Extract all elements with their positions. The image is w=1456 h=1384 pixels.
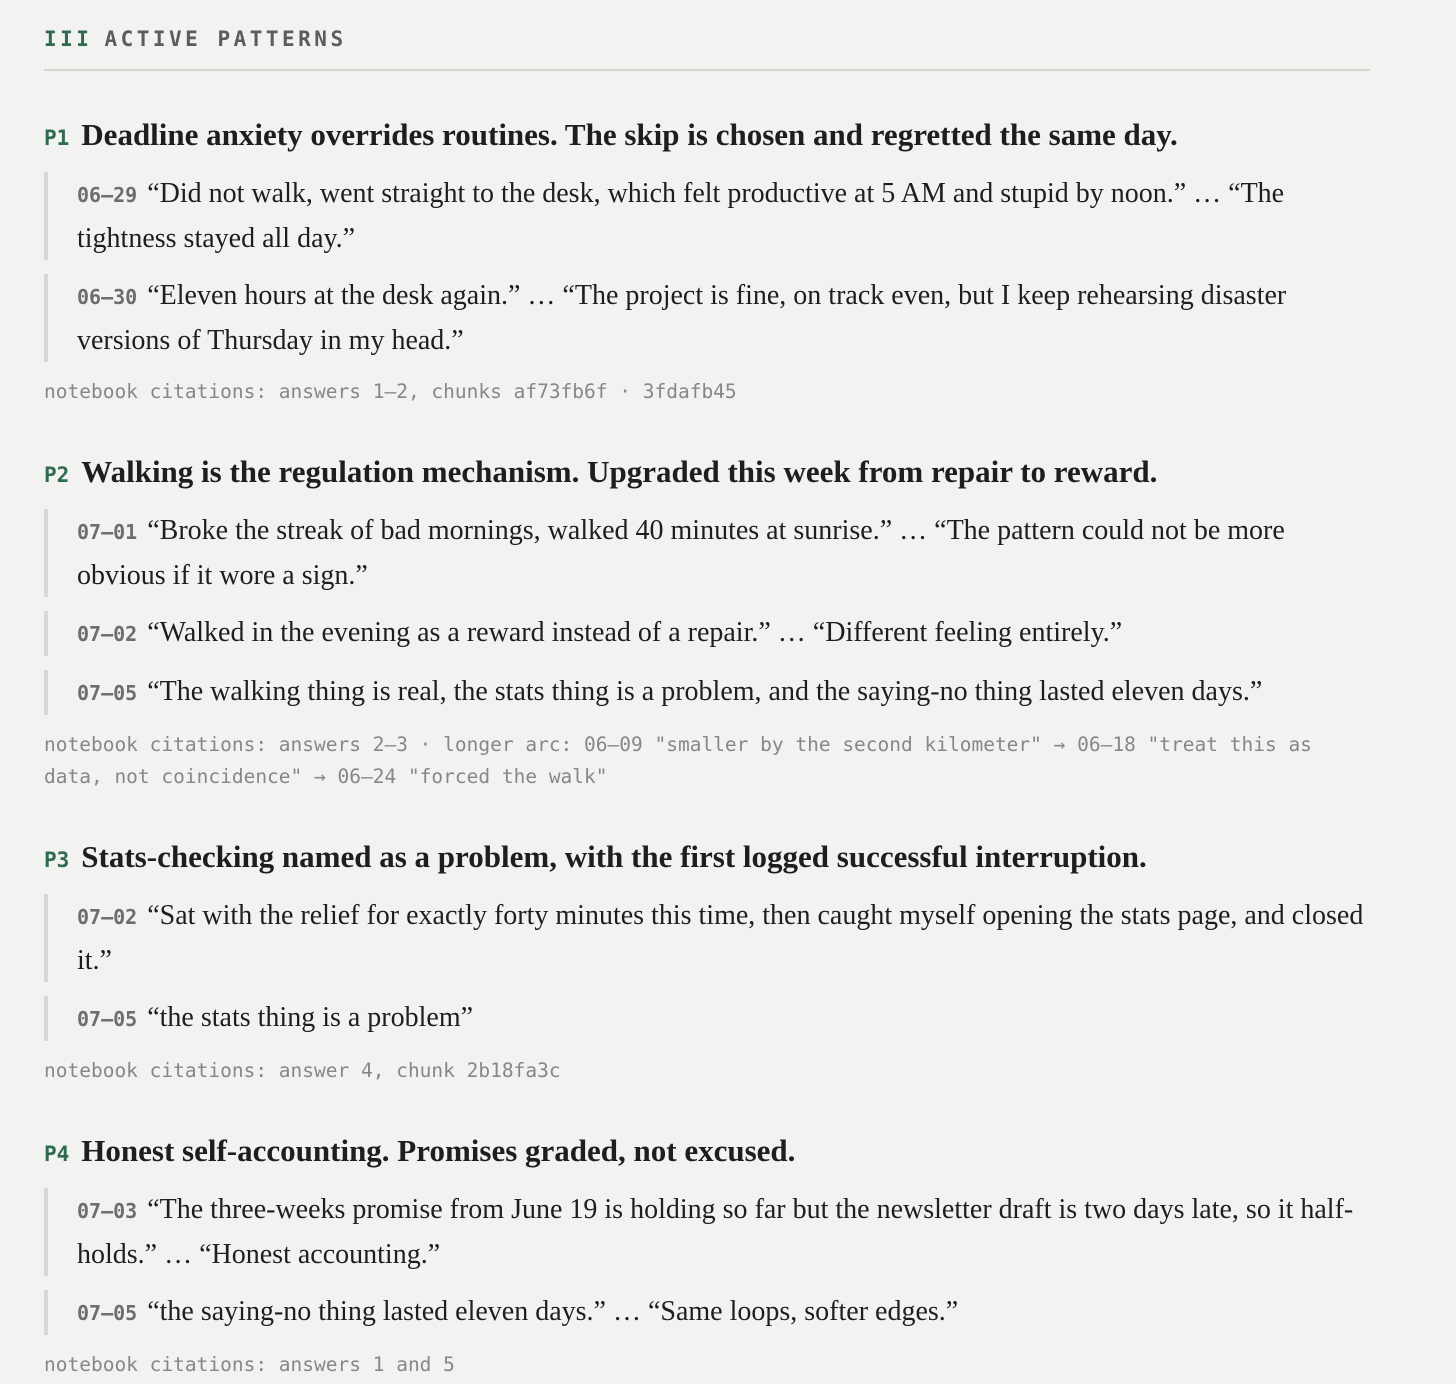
citation-note: notebook citations: answers 1 and 5 bbox=[44, 1353, 455, 1376]
quote bbox=[44, 670, 1370, 715]
pattern-p1 bbox=[44, 115, 1370, 408]
pattern-title: Honest self-accounting. Promises graded, not excused. bbox=[81, 1133, 796, 1168]
quote-text: “Sat with the relief for exactly forty minutes this time, then caught myself opening the stats page, and closed it.” bbox=[77, 900, 1364, 976]
pattern-title: Stats-checking named as a problem, with the first logged successful interruption. bbox=[81, 839, 1147, 874]
citation-note: notebook citations: answers 1–2, chunks af73fb6f · 3fdafb45 bbox=[44, 380, 737, 403]
pattern-p2 bbox=[44, 452, 1370, 793]
pattern-title: Deadline anxiety overrides routines. The skip is chosen and regretted the same day. bbox=[81, 117, 1178, 152]
quote-text: “The three-weeks promise from June 19 is holding so far but the newsletter draft is two days late, so it half-holds.” … “Honest accounting.” bbox=[77, 1194, 1354, 1270]
section-number: III bbox=[44, 27, 93, 51]
quote-text: “the saying-no thing lasted eleven days.” … “Same loops, softer edges.” bbox=[147, 1296, 959, 1327]
pattern-heading bbox=[44, 837, 1370, 880]
quote-date: 07–05 bbox=[77, 681, 138, 705]
quote-text: “Walked in the evening as a reward instead of a repair.” … “Different feeling entirely.” bbox=[147, 617, 1123, 648]
citation-note: notebook citations: answers 2–3 · longer arc: 06–09 "smaller by the second kilometer" → 06–18 "treat this as data, not coincidence" → 06–24 "forced the walk" bbox=[44, 733, 1312, 788]
section-title: ACTIVE PATTERNS bbox=[104, 27, 347, 51]
pattern-heading bbox=[44, 452, 1370, 495]
quote bbox=[44, 611, 1370, 656]
quote-date: 06–30 bbox=[77, 285, 138, 309]
quote-list bbox=[44, 894, 1370, 1041]
pattern-heading bbox=[44, 115, 1370, 158]
citation-note: notebook citations: answer 4, chunk 2b18fa3c bbox=[44, 1059, 561, 1082]
pattern-p4 bbox=[44, 1131, 1370, 1381]
quote-date: 07–05 bbox=[77, 1301, 138, 1325]
pattern-id: P4 bbox=[44, 1142, 70, 1166]
quote bbox=[44, 509, 1370, 597]
pattern-p3 bbox=[44, 837, 1370, 1087]
quote bbox=[44, 1290, 1370, 1335]
quote bbox=[44, 1188, 1370, 1276]
quote bbox=[44, 894, 1370, 982]
quote-text: “Broke the streak of bad mornings, walked 40 minutes at sunrise.” … “The pattern could not be more obvious if it wore a sign.” bbox=[77, 515, 1285, 591]
quote-date: 06–29 bbox=[77, 183, 138, 207]
quote bbox=[44, 172, 1370, 260]
quote-date: 07–01 bbox=[77, 520, 138, 544]
quote-list bbox=[44, 172, 1370, 362]
quote-list bbox=[44, 1188, 1370, 1335]
quote-text: “Eleven hours at the desk again.” … “The project is fine, on track even, but I keep rehearsing disaster versions of Thursday in my head.” bbox=[77, 280, 1287, 356]
quote-text: “the stats thing is a problem” bbox=[147, 1002, 474, 1033]
quote-text: “The walking thing is real, the stats thing is a problem, and the saying-no thing lasted eleven days.” bbox=[147, 676, 1263, 707]
section-header bbox=[44, 0, 1370, 71]
quote-date: 07–05 bbox=[77, 1007, 138, 1031]
quote-list bbox=[44, 509, 1370, 715]
pattern-id: P1 bbox=[44, 126, 70, 150]
pattern-id: P2 bbox=[44, 463, 70, 487]
quote-date: 07–03 bbox=[77, 1199, 138, 1223]
quote bbox=[44, 996, 1370, 1041]
quote-text: “Did not walk, went straight to the desk, which felt productive at 5 AM and stupid by noon.” … “The tightness stayed all day.” bbox=[77, 178, 1285, 254]
quote-date: 07–02 bbox=[77, 622, 138, 646]
quote-date: 07–02 bbox=[77, 905, 138, 929]
pattern-title: Walking is the regulation mechanism. Upgraded this week from repair to reward. bbox=[81, 454, 1158, 489]
pattern-id: P3 bbox=[44, 848, 70, 872]
pattern-heading bbox=[44, 1131, 1370, 1174]
quote bbox=[44, 274, 1370, 362]
